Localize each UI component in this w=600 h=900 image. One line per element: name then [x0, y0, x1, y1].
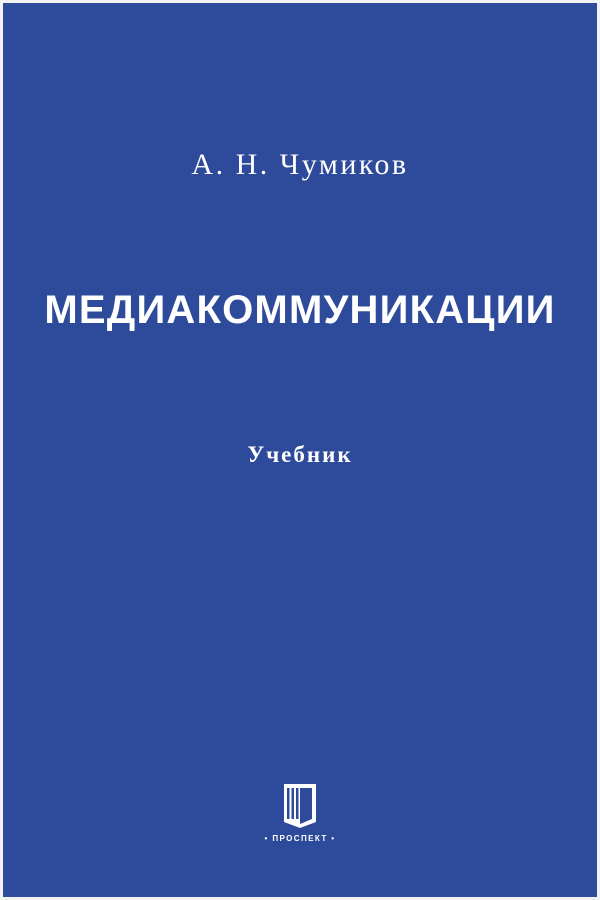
- author-name: А. Н. Чумиков: [191, 148, 409, 181]
- book-subtitle: Учебник: [247, 442, 353, 467]
- book-title: МЕДИАКОММУНИКАЦИИ: [44, 288, 556, 332]
- publisher-name: • ПРОСПЕКТ •: [264, 834, 336, 843]
- prospekt-book-logo-icon: [274, 782, 326, 830]
- publisher-block: [240, 782, 360, 843]
- cover-edge-top: [0, 0, 600, 3]
